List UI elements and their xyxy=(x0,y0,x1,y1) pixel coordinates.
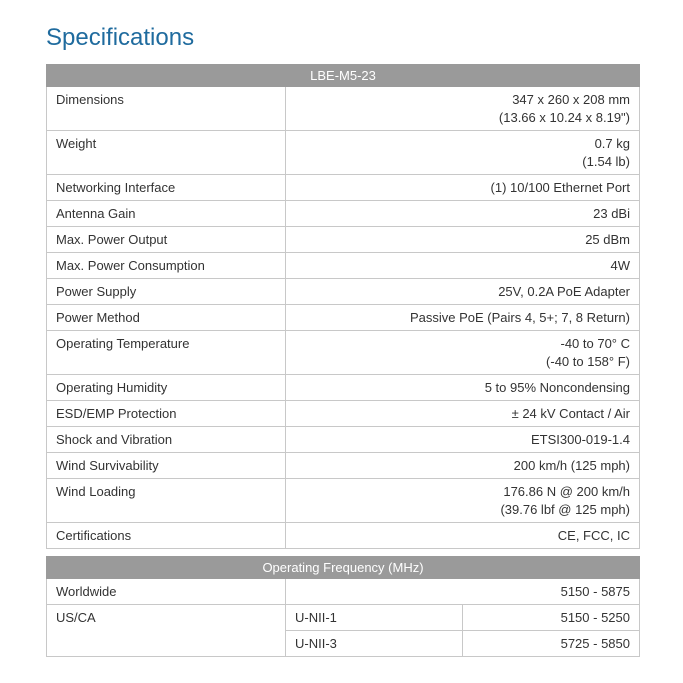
table-row xyxy=(47,175,640,201)
spec-label: Shock and Vibration xyxy=(47,427,286,453)
table-row xyxy=(47,605,640,631)
spec-value xyxy=(286,253,640,279)
spec-value xyxy=(286,201,640,227)
frequency-value: 5725 - 5850 xyxy=(463,631,640,657)
spec-value-line: 0.7 kg xyxy=(594,136,630,151)
table-row xyxy=(47,201,640,227)
spec-value xyxy=(286,175,640,201)
table-row xyxy=(47,227,640,253)
frequency-table xyxy=(46,556,640,657)
spec-value-line: 176.86 N @ 200 km/h xyxy=(503,484,630,499)
spec-label: Networking Interface xyxy=(47,175,286,201)
spec-label: Wind Survivability xyxy=(47,453,286,479)
spec-label: ESD/EMP Protection xyxy=(47,401,286,427)
spec-value-line: 25 dBm xyxy=(585,232,630,247)
table-row xyxy=(47,279,640,305)
spec-label: Max. Power Output xyxy=(47,227,286,253)
spec-label: Certifications xyxy=(47,523,286,549)
spec-value-line: 5 to 95% Noncondensing xyxy=(484,380,630,395)
table-row xyxy=(47,87,640,131)
spec-value xyxy=(286,305,640,331)
spec-value xyxy=(286,479,640,523)
spec-label: Dimensions xyxy=(47,87,286,131)
spec-value-line-2: (1.54 lb) xyxy=(582,154,630,169)
spec-label: Power Supply xyxy=(47,279,286,305)
spec-label: Operating Temperature xyxy=(47,331,286,375)
spec-value-line: 4W xyxy=(610,258,630,273)
spec-value-line-2: (39.76 lbf @ 125 mph) xyxy=(500,502,630,517)
spec-value xyxy=(286,227,640,253)
spec-value-line: 23 dBi xyxy=(593,206,630,221)
region-label: US/CA xyxy=(47,605,286,657)
frequency-value: 5150 - 5875 xyxy=(286,579,640,605)
page-title: Specifications xyxy=(46,24,195,51)
spec-value xyxy=(286,523,640,549)
spec-label: Operating Humidity xyxy=(47,375,286,401)
spec-value-line: ETSI300-019-1.4 xyxy=(530,432,630,447)
spec-tables xyxy=(46,64,640,657)
spec-value xyxy=(286,427,640,453)
band-name: U-NII-3 xyxy=(286,631,463,657)
spec-value xyxy=(286,331,640,375)
spec-table xyxy=(46,64,640,549)
spec-value-line: 347 x 260 x 208 mm xyxy=(512,92,630,107)
spec-value-line: -40 to 70° C xyxy=(560,336,630,351)
region-label: Worldwide xyxy=(47,579,286,605)
table-row xyxy=(47,523,640,549)
spec-label: Wind Loading xyxy=(47,479,286,523)
table-row xyxy=(47,131,640,175)
spec-value xyxy=(286,453,640,479)
table-row xyxy=(47,401,640,427)
spec-value-line: (1) 10/100 Ethernet Port xyxy=(490,180,630,195)
table-row xyxy=(47,305,640,331)
spec-table-header: LBE-M5-23 xyxy=(47,65,640,87)
spec-label: Power Method xyxy=(47,305,286,331)
table-row xyxy=(47,453,640,479)
spec-value-line: ± 24 kV Contact / Air xyxy=(511,406,630,421)
spec-label: Weight xyxy=(47,131,286,175)
spec-value-line: Passive PoE (Pairs 4, 5+; 7, 8 Return) xyxy=(409,310,630,325)
spec-value-line: CE, FCC, IC xyxy=(557,528,630,543)
band-name: U-NII-1 xyxy=(286,605,463,631)
spec-value-line: 25V, 0.2A PoE Adapter xyxy=(498,284,630,299)
spec-value xyxy=(286,131,640,175)
table-row xyxy=(47,427,640,453)
spec-value-line-2: (13.66 x 10.24 x 8.19") xyxy=(498,110,630,125)
spec-label: Antenna Gain xyxy=(47,201,286,227)
spec-value xyxy=(286,279,640,305)
table-row xyxy=(47,579,640,605)
frequency-value: 5150 - 5250 xyxy=(463,605,640,631)
spec-value-line-2: (-40 to 158° F) xyxy=(546,354,630,369)
table-row xyxy=(47,253,640,279)
table-row xyxy=(47,331,640,375)
table-row xyxy=(47,479,640,523)
spec-label: Max. Power Consumption xyxy=(47,253,286,279)
spec-value-line: 200 km/h (125 mph) xyxy=(513,458,630,473)
spec-value xyxy=(286,87,640,131)
frequency-table-header: Operating Frequency (MHz) xyxy=(47,557,640,579)
spec-value xyxy=(286,401,640,427)
spec-value xyxy=(286,375,640,401)
table-row xyxy=(47,375,640,401)
